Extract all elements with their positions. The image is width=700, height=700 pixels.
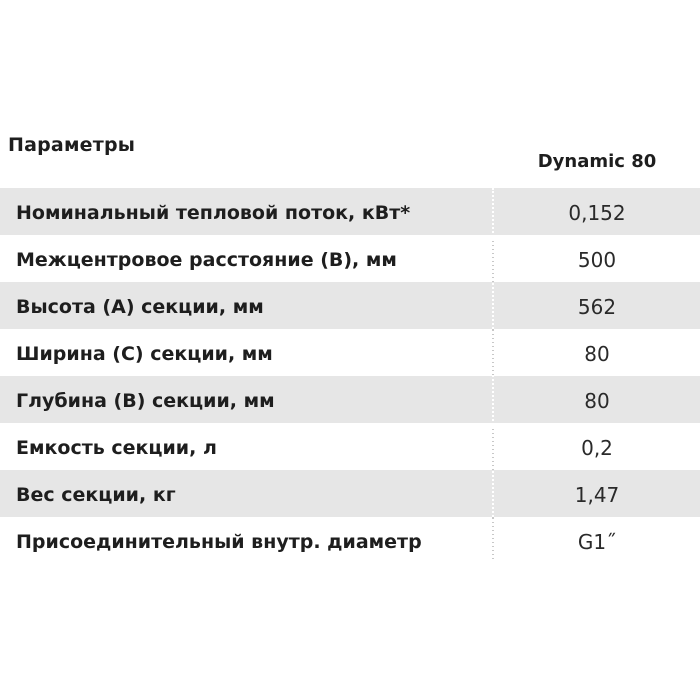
table-row <box>0 517 700 564</box>
row-value: 500 <box>577 248 617 272</box>
row-label: Вес секции, кг <box>16 484 176 506</box>
row-value: 0,152 <box>568 201 626 225</box>
table-row <box>0 188 700 235</box>
parameters-header: Параметры <box>8 134 136 156</box>
row-label: Глубина (В) секции, мм <box>16 390 275 412</box>
row-label: Межцентровое расстояние (В), мм <box>16 249 397 271</box>
table-row <box>0 329 700 376</box>
row-label: Высота (А) секции, мм <box>16 296 264 318</box>
table-row <box>0 376 700 423</box>
row-label: Присоединительный внутр. диаметр <box>16 531 422 553</box>
row-label: Номинальный тепловой поток, кВт* <box>16 202 411 224</box>
row-value: 80 <box>584 389 610 413</box>
model-column-header: Dynamic 80 <box>537 151 657 172</box>
table-row <box>0 235 700 282</box>
table-row <box>0 423 700 470</box>
table-row <box>0 470 700 517</box>
row-value: G1˝ <box>577 530 617 554</box>
row-label: Ширина (С) секции, мм <box>16 343 273 365</box>
row-value: 0,2 <box>581 436 613 460</box>
row-value: 80 <box>584 342 610 366</box>
row-value: 562 <box>577 295 617 319</box>
row-label: Емкость секции, л <box>16 437 217 459</box>
table-row <box>0 282 700 329</box>
spec-table <box>0 188 700 564</box>
row-value: 1,47 <box>574 483 620 507</box>
column-divider <box>492 188 494 564</box>
